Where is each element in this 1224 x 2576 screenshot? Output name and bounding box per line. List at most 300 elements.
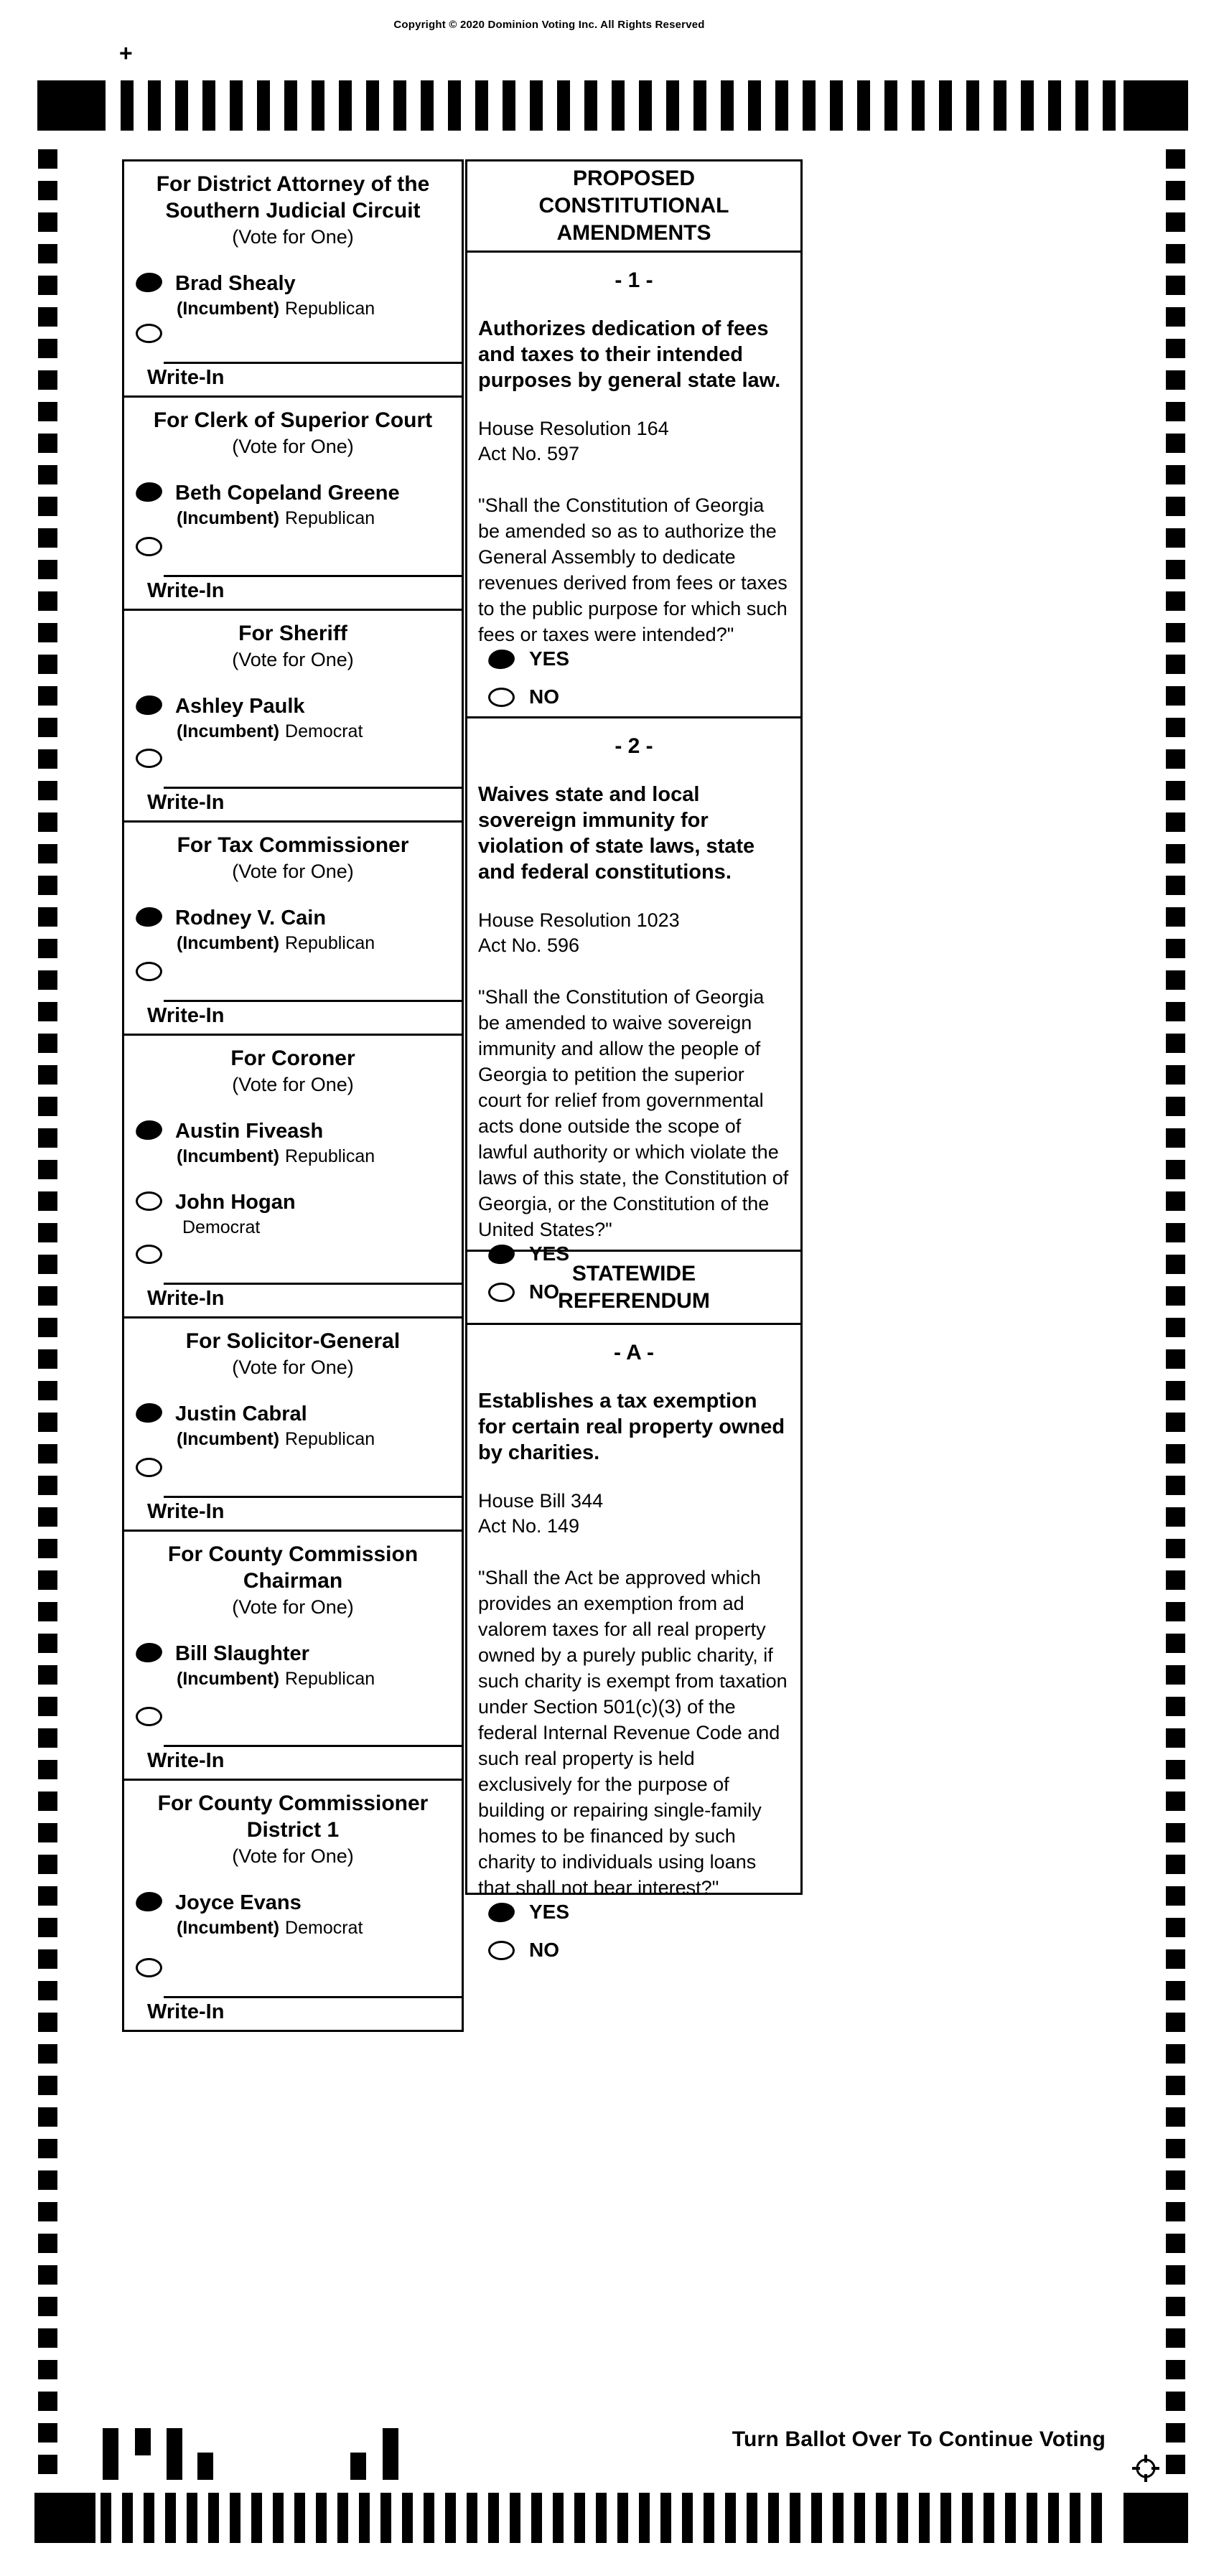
measure-number: - 2 -: [615, 734, 653, 758]
timing-mark: [38, 2013, 57, 2032]
timing-mark: [1123, 80, 1188, 131]
incumbent-label: (Incumbent): [177, 1146, 280, 1166]
timing-mark: [38, 339, 57, 358]
measure-number: - 1 -: [615, 268, 653, 292]
timing-mark: [919, 2493, 930, 2543]
timing-mark: [1166, 686, 1185, 706]
timing-mark: [273, 2493, 284, 2543]
timing-mark: [994, 80, 1006, 131]
write-in-line: [164, 1745, 462, 1747]
ballot-oval[interactable]: [136, 962, 162, 981]
timing-mark: [984, 2493, 994, 2543]
ballot-oval-filled[interactable]: [135, 1891, 164, 1913]
candidate-party: [177, 1918, 363, 1939]
timing-mark: [553, 2493, 564, 2543]
timing-mark: [1166, 812, 1185, 832]
timing-mark: [612, 80, 625, 131]
vote-for-one-instruction: (Vote for One): [232, 1845, 354, 1867]
timing-mark: [768, 2493, 779, 2543]
candidate-text: [175, 1403, 375, 1450]
timing-mark: [1166, 244, 1185, 263]
authority-line: House Resolution 1023: [478, 909, 680, 931]
measure-box: [465, 1323, 803, 1961]
timing-mark: [1166, 2392, 1185, 2411]
candidate-option: [136, 907, 454, 954]
candidate-party: [177, 1217, 296, 1238]
timing-mark: [38, 1223, 57, 1242]
timing-mark: [38, 655, 57, 674]
write-in-label: Write-In: [147, 1287, 225, 1310]
timing-mark: [38, 1191, 57, 1211]
registration-target-icon: [1131, 2453, 1161, 2487]
write-in-line: [164, 575, 462, 577]
no-label: NO: [529, 1280, 559, 1303]
candidate-party: [177, 721, 363, 742]
measure-authority: [478, 908, 790, 958]
timing-mark: [682, 2493, 693, 2543]
candidate-text: [175, 482, 400, 529]
contest-title-line: For County Commission: [167, 1542, 419, 1566]
timing-mark: [38, 1507, 57, 1527]
ballot-oval[interactable]: [488, 1941, 515, 1960]
timing-mark: [721, 80, 734, 131]
timing-mark: [38, 1886, 57, 1906]
party-label: Republican: [285, 1669, 375, 1689]
write-in-line: [164, 1000, 462, 1002]
contest-title: [124, 1541, 462, 1594]
candidate-option: [136, 1191, 454, 1238]
timing-mark: [857, 80, 870, 131]
no-option: [488, 1939, 790, 1962]
timing-mark: [1166, 307, 1185, 327]
timing-mark: [854, 2493, 865, 2543]
contest-title: [124, 620, 462, 647]
ballot-oval[interactable]: [136, 1191, 162, 1211]
timing-mark: [884, 80, 897, 131]
timing-mark: [531, 2493, 542, 2543]
timing-mark: [1166, 2202, 1185, 2221]
timing-mark: [1166, 1444, 1185, 1463]
header-line: CONSTITUTIONAL: [538, 194, 729, 217]
ballot-oval-filled[interactable]: [135, 1402, 164, 1424]
timing-mark: [1166, 2328, 1185, 2348]
header-line: STATEWIDE: [571, 1261, 696, 1285]
timing-mark: [38, 2139, 57, 2158]
write-in-label: Write-In: [147, 1500, 225, 1523]
header-line: PROPOSED: [572, 167, 696, 190]
ballot-oval-filled[interactable]: [487, 1901, 516, 1924]
timing-mark: [939, 80, 952, 131]
timing-mark: [1166, 276, 1185, 295]
candidate-name: Beth Copeland Greene: [175, 482, 400, 505]
timing-mark: [38, 434, 57, 453]
ballot-oval-filled[interactable]: [487, 648, 516, 670]
timing-mark: [1123, 2493, 1188, 2543]
vote-for-one-instruction: (Vote for One): [232, 226, 354, 248]
timing-mark: [257, 80, 270, 131]
timing-mark: [748, 80, 761, 131]
timing-mark: [1166, 844, 1185, 863]
contest-title-line: For County Commissioner: [157, 1792, 429, 1815]
timing-mark: [38, 465, 57, 484]
yes-option: [488, 647, 790, 670]
write-in-label: Write-In: [147, 1749, 225, 1772]
contest-column: [122, 161, 464, 2032]
timing-mark: [38, 1065, 57, 1085]
candidate-text: [175, 1120, 375, 1167]
contest-box: [122, 1034, 464, 1319]
timing-mark: [38, 970, 57, 990]
timing-mark: [38, 149, 57, 169]
timing-mark: [790, 2493, 800, 2543]
contest-box: [122, 159, 464, 398]
timing-mark: [639, 2493, 650, 2543]
timing-mark: [38, 560, 57, 579]
contest-box: [122, 1779, 464, 2032]
timing-mark: [38, 1728, 57, 1748]
timing-mark: [1166, 1823, 1185, 1842]
contest-box: [122, 820, 464, 1036]
measure-summary: Authorizes dedication of fees and taxes to their intended purposes by general state law.: [478, 317, 781, 392]
incumbent-label: (Incumbent): [177, 721, 280, 741]
measure-box: [465, 250, 803, 718]
timing-mark: [488, 2493, 499, 2543]
timing-mark: [1166, 1349, 1185, 1369]
timing-mark: [912, 80, 925, 131]
timing-mark: [1166, 876, 1185, 895]
timing-mark: [38, 718, 57, 737]
measure-authority: [478, 416, 790, 467]
timing-mark: [38, 244, 57, 263]
timing-mark: [421, 80, 434, 131]
authority-line: Act No. 597: [478, 443, 580, 464]
vote-for-one-instruction: (Vote for One): [232, 1357, 354, 1378]
measure-summary: Waives state and local sovereign immunity for violation of state laws, state and federal constitutions.: [478, 783, 755, 884]
timing-mark: [1166, 1949, 1185, 1969]
candidate-text: [175, 1643, 375, 1690]
incumbent-label: (Incumbent): [177, 1429, 280, 1449]
ballot-oval-filled[interactable]: [135, 481, 164, 503]
barcode-bar: [135, 2428, 151, 2455]
timing-mark: [122, 2493, 133, 2543]
timing-mark: [38, 2170, 57, 2190]
incumbent-label: (Incumbent): [177, 1669, 280, 1689]
candidate-name: Brad Shealy: [175, 272, 296, 295]
timing-mark: [467, 2493, 477, 2543]
timing-mark: [704, 2493, 714, 2543]
write-in-group: [124, 749, 462, 820]
incumbent-label: (Incumbent): [177, 933, 280, 953]
timing-mark: [38, 1634, 57, 1653]
timing-mark: [1166, 1128, 1185, 1148]
timing-mark: [1166, 939, 1185, 958]
copyright-line: Copyright © 2020 Dominion Voting Inc. All Rights Reserved: [393, 19, 705, 31]
timing-mark: [1166, 1065, 1185, 1085]
timing-mark: [1166, 1886, 1185, 1906]
header-line: AMENDMENTS: [556, 221, 711, 245]
barcode-bar: [197, 2453, 213, 2480]
ballot-oval[interactable]: [488, 688, 515, 707]
timing-mark: [38, 781, 57, 800]
candidate-name: Ashley Paulk: [175, 695, 305, 718]
ballot-oval-filled[interactable]: [135, 1119, 164, 1141]
timing-mark: [38, 1097, 57, 1116]
party-label: Democrat: [285, 1918, 363, 1938]
timing-mark: [38, 276, 57, 295]
timing-mark: [1166, 2455, 1185, 2474]
timing-mark: [1166, 2265, 1185, 2285]
timing-mark: [1166, 2013, 1185, 2032]
timing-mark: [1166, 1413, 1185, 1432]
timing-mark: [557, 80, 570, 131]
contest-box: [122, 395, 464, 611]
incumbent-label: (Incumbent): [177, 299, 280, 319]
timing-mark: [660, 2493, 671, 2543]
timing-mark: [424, 2493, 434, 2543]
contest-title-line: Southern Judicial Circuit: [165, 199, 421, 223]
timing-mark: [366, 80, 379, 131]
timing-mark: [1027, 2493, 1037, 2543]
timing-mark: [1166, 339, 1185, 358]
timing-mark: [448, 80, 461, 131]
timing-mark: [1166, 560, 1185, 579]
candidate-party: [177, 1669, 375, 1690]
timing-mark: [148, 80, 161, 131]
timing-mark: [445, 2493, 456, 2543]
timing-mark: [38, 686, 57, 706]
candidate-option: [136, 1120, 454, 1167]
timing-mark: [393, 80, 406, 131]
contest-title: [124, 407, 462, 434]
timing-mark: [475, 80, 488, 131]
timing-mark: [1166, 1318, 1185, 1337]
timing-mark: [1166, 2360, 1185, 2379]
timing-mark: [1048, 80, 1061, 131]
timing-mark: [38, 1697, 57, 1716]
timing-mark: [530, 80, 543, 131]
timing-mark: [38, 1918, 57, 1937]
timing-mark: [1166, 2044, 1185, 2064]
timing-mark: [144, 2493, 154, 2543]
write-in-line: [164, 787, 462, 789]
contest-title-line: For District Attorney of the: [156, 172, 430, 196]
timing-mark: [38, 2044, 57, 2064]
measure-question: "Shall the Constitution of Georgia be amended to waive sovereign immunity and allow the people of Georgia to petition the superior court for relief from governmental acts done outside the scope of lawful authority or which violate the laws of this state, the Constitution of Georgia, or the Constitution of the United States?": [478, 986, 789, 1240]
timing-mark: [639, 80, 652, 131]
timing-mark: [1166, 370, 1185, 390]
barcode-bar: [103, 2428, 118, 2480]
timing-mark: [1166, 1097, 1185, 1116]
candidate-text: [175, 1892, 363, 1939]
timing-mark: [1166, 781, 1185, 800]
ballot-oval-filled[interactable]: [135, 906, 164, 928]
timing-mark: [38, 1128, 57, 1148]
ballot-oval-filled[interactable]: [135, 1641, 164, 1664]
timing-mark: [339, 80, 352, 131]
timing-mark: [1166, 623, 1185, 642]
write-in-group: [124, 324, 462, 395]
timing-mark: [1166, 2076, 1185, 2095]
timing-mark: [38, 812, 57, 832]
timing-mark: [1166, 1223, 1185, 1242]
timing-mark: [574, 2493, 585, 2543]
timing-mark: [1166, 907, 1185, 927]
ballot-oval[interactable]: [136, 1707, 162, 1726]
timing-mark: [1166, 2423, 1185, 2442]
amendments-header: [465, 159, 803, 253]
candidate-name: Rodney V. Cain: [175, 907, 327, 929]
contest-title-line: For Coroner: [230, 1046, 355, 1070]
timing-mark: [1166, 718, 1185, 737]
timing-mark: [1166, 1286, 1185, 1306]
timing-mark: [38, 370, 57, 390]
ballot-oval[interactable]: [136, 537, 162, 556]
timing-mark: [312, 80, 324, 131]
timing-mark: [962, 2493, 973, 2543]
timing-mark: [38, 749, 57, 769]
timing-mark: [1166, 149, 1185, 169]
timing-mark: [38, 1349, 57, 1369]
timing-mark: [1166, 1855, 1185, 1874]
contest-title-line: For Clerk of Superior Court: [153, 408, 433, 432]
timing-mark: [775, 80, 788, 131]
timing-mark: [1166, 434, 1185, 453]
no-option: [488, 685, 790, 708]
timing-mark: [38, 2392, 57, 2411]
ballot-oval-filled[interactable]: [135, 271, 164, 294]
timing-mark: [38, 844, 57, 863]
candidate-option: [136, 1403, 454, 1450]
ballot-oval[interactable]: [136, 324, 162, 343]
timing-mark: [1166, 1634, 1185, 1653]
contest-title: [124, 832, 462, 858]
timing-mark: [380, 2493, 391, 2543]
ballot-oval-filled[interactable]: [135, 694, 164, 716]
candidate-name: Joyce Evans: [175, 1891, 302, 1914]
contest-title: [124, 171, 462, 224]
write-in-line: [164, 362, 462, 364]
timing-mark: [230, 80, 243, 131]
ballot-oval[interactable]: [136, 1958, 162, 1977]
measure-question: "Shall the Constitution of Georgia be amended so as to authorize the General Assembly to dedicate revenues derived from fees or taxes to the public purpose for which such fees or taxes were intended?": [478, 495, 788, 645]
write-in-group: [124, 1707, 462, 1779]
timing-mark: [38, 1949, 57, 1969]
timing-mark: [38, 1570, 57, 1590]
barcode-bar: [350, 2453, 366, 2480]
no-label: NO: [529, 1939, 559, 1961]
timing-mark: [833, 2493, 844, 2543]
candidate-text: [175, 907, 375, 954]
vote-for-one-instruction: (Vote for One): [232, 436, 354, 457]
timing-mark: [1166, 1476, 1185, 1495]
timing-mark: [1166, 2234, 1185, 2253]
timing-mark: [1021, 80, 1034, 131]
timing-mark: [830, 80, 843, 131]
timing-mark: [1166, 1602, 1185, 1621]
incumbent-label: (Incumbent): [177, 1918, 280, 1938]
barcode-bar: [167, 2428, 182, 2480]
timing-mark: [1166, 1792, 1185, 1811]
timing-mark: [208, 2493, 219, 2543]
yes-no-choices: [478, 1901, 790, 1982]
timing-mark: [1166, 2139, 1185, 2158]
timing-mark: [1166, 1728, 1185, 1748]
no-label: NO: [529, 685, 559, 708]
write-in-group: [124, 962, 462, 1034]
timing-mark: [1166, 1760, 1185, 1779]
timing-mark: [38, 876, 57, 895]
timing-mark: [38, 1413, 57, 1432]
timing-mark: [38, 1034, 57, 1053]
timing-mark: [38, 1286, 57, 1306]
write-in-label: Write-In: [147, 1004, 225, 1027]
timing-mark: [38, 623, 57, 642]
vote-for-one-instruction: (Vote for One): [232, 649, 354, 670]
turn-ballot-over-note: Turn Ballot Over To Continue Voting: [732, 2427, 1106, 2451]
ballot-oval[interactable]: [136, 1458, 162, 1477]
timing-mark: [38, 1792, 57, 1811]
timing-mark: [38, 1539, 57, 1558]
candidate-name: Austin Fiveash: [175, 1120, 324, 1143]
timing-mark: [966, 80, 979, 131]
candidate-option: [136, 1643, 454, 1690]
timing-mark: [38, 1002, 57, 1021]
timing-mark: [38, 2107, 57, 2127]
party-label: Republican: [285, 1146, 375, 1166]
timing-mark: [803, 80, 816, 131]
timing-mark: [337, 2493, 348, 2543]
timing-mark: [34, 2493, 95, 2543]
timing-mark: [1166, 1507, 1185, 1527]
timing-mark: [1166, 655, 1185, 674]
party-label: Republican: [285, 508, 375, 528]
timing-mark: [1166, 212, 1185, 232]
timing-mark: [1103, 80, 1116, 131]
party-label: Republican: [285, 933, 375, 953]
timing-mark: [1070, 2493, 1080, 2543]
timing-mark: [38, 1255, 57, 1274]
timing-mark: [38, 2455, 57, 2474]
candidate-party: [177, 1146, 375, 1167]
yes-label: YES: [529, 1242, 570, 1265]
timing-mark: [38, 1855, 57, 1874]
candidate-text: [175, 695, 363, 742]
write-in-label: Write-In: [147, 791, 225, 814]
timing-mark: [359, 2493, 370, 2543]
measures-column: [465, 161, 803, 1961]
timing-mark: [1166, 1539, 1185, 1558]
ballot-oval[interactable]: [136, 749, 162, 768]
party-label: Republican: [285, 299, 375, 319]
timing-mark: [1091, 2493, 1102, 2543]
measure-summary: Establishes a tax exemption for certain real property owned by charities.: [478, 1390, 785, 1464]
measure-number: - A -: [613, 1341, 655, 1364]
ballot-oval[interactable]: [136, 1245, 162, 1264]
timing-mark: [402, 2493, 413, 2543]
contest-title: [124, 1790, 462, 1843]
timing-mark: [876, 2493, 887, 2543]
write-in-label: Write-In: [147, 579, 225, 602]
timing-mark: [510, 2493, 520, 2543]
timing-mark: [165, 2493, 176, 2543]
timing-mark: [121, 80, 134, 131]
timing-mark: [38, 307, 57, 327]
timing-mark: [693, 80, 706, 131]
timing-mark: [1166, 181, 1185, 200]
write-in-group: [124, 537, 462, 609]
contest-box: [122, 1316, 464, 1532]
timing-mark: [1166, 1381, 1185, 1400]
